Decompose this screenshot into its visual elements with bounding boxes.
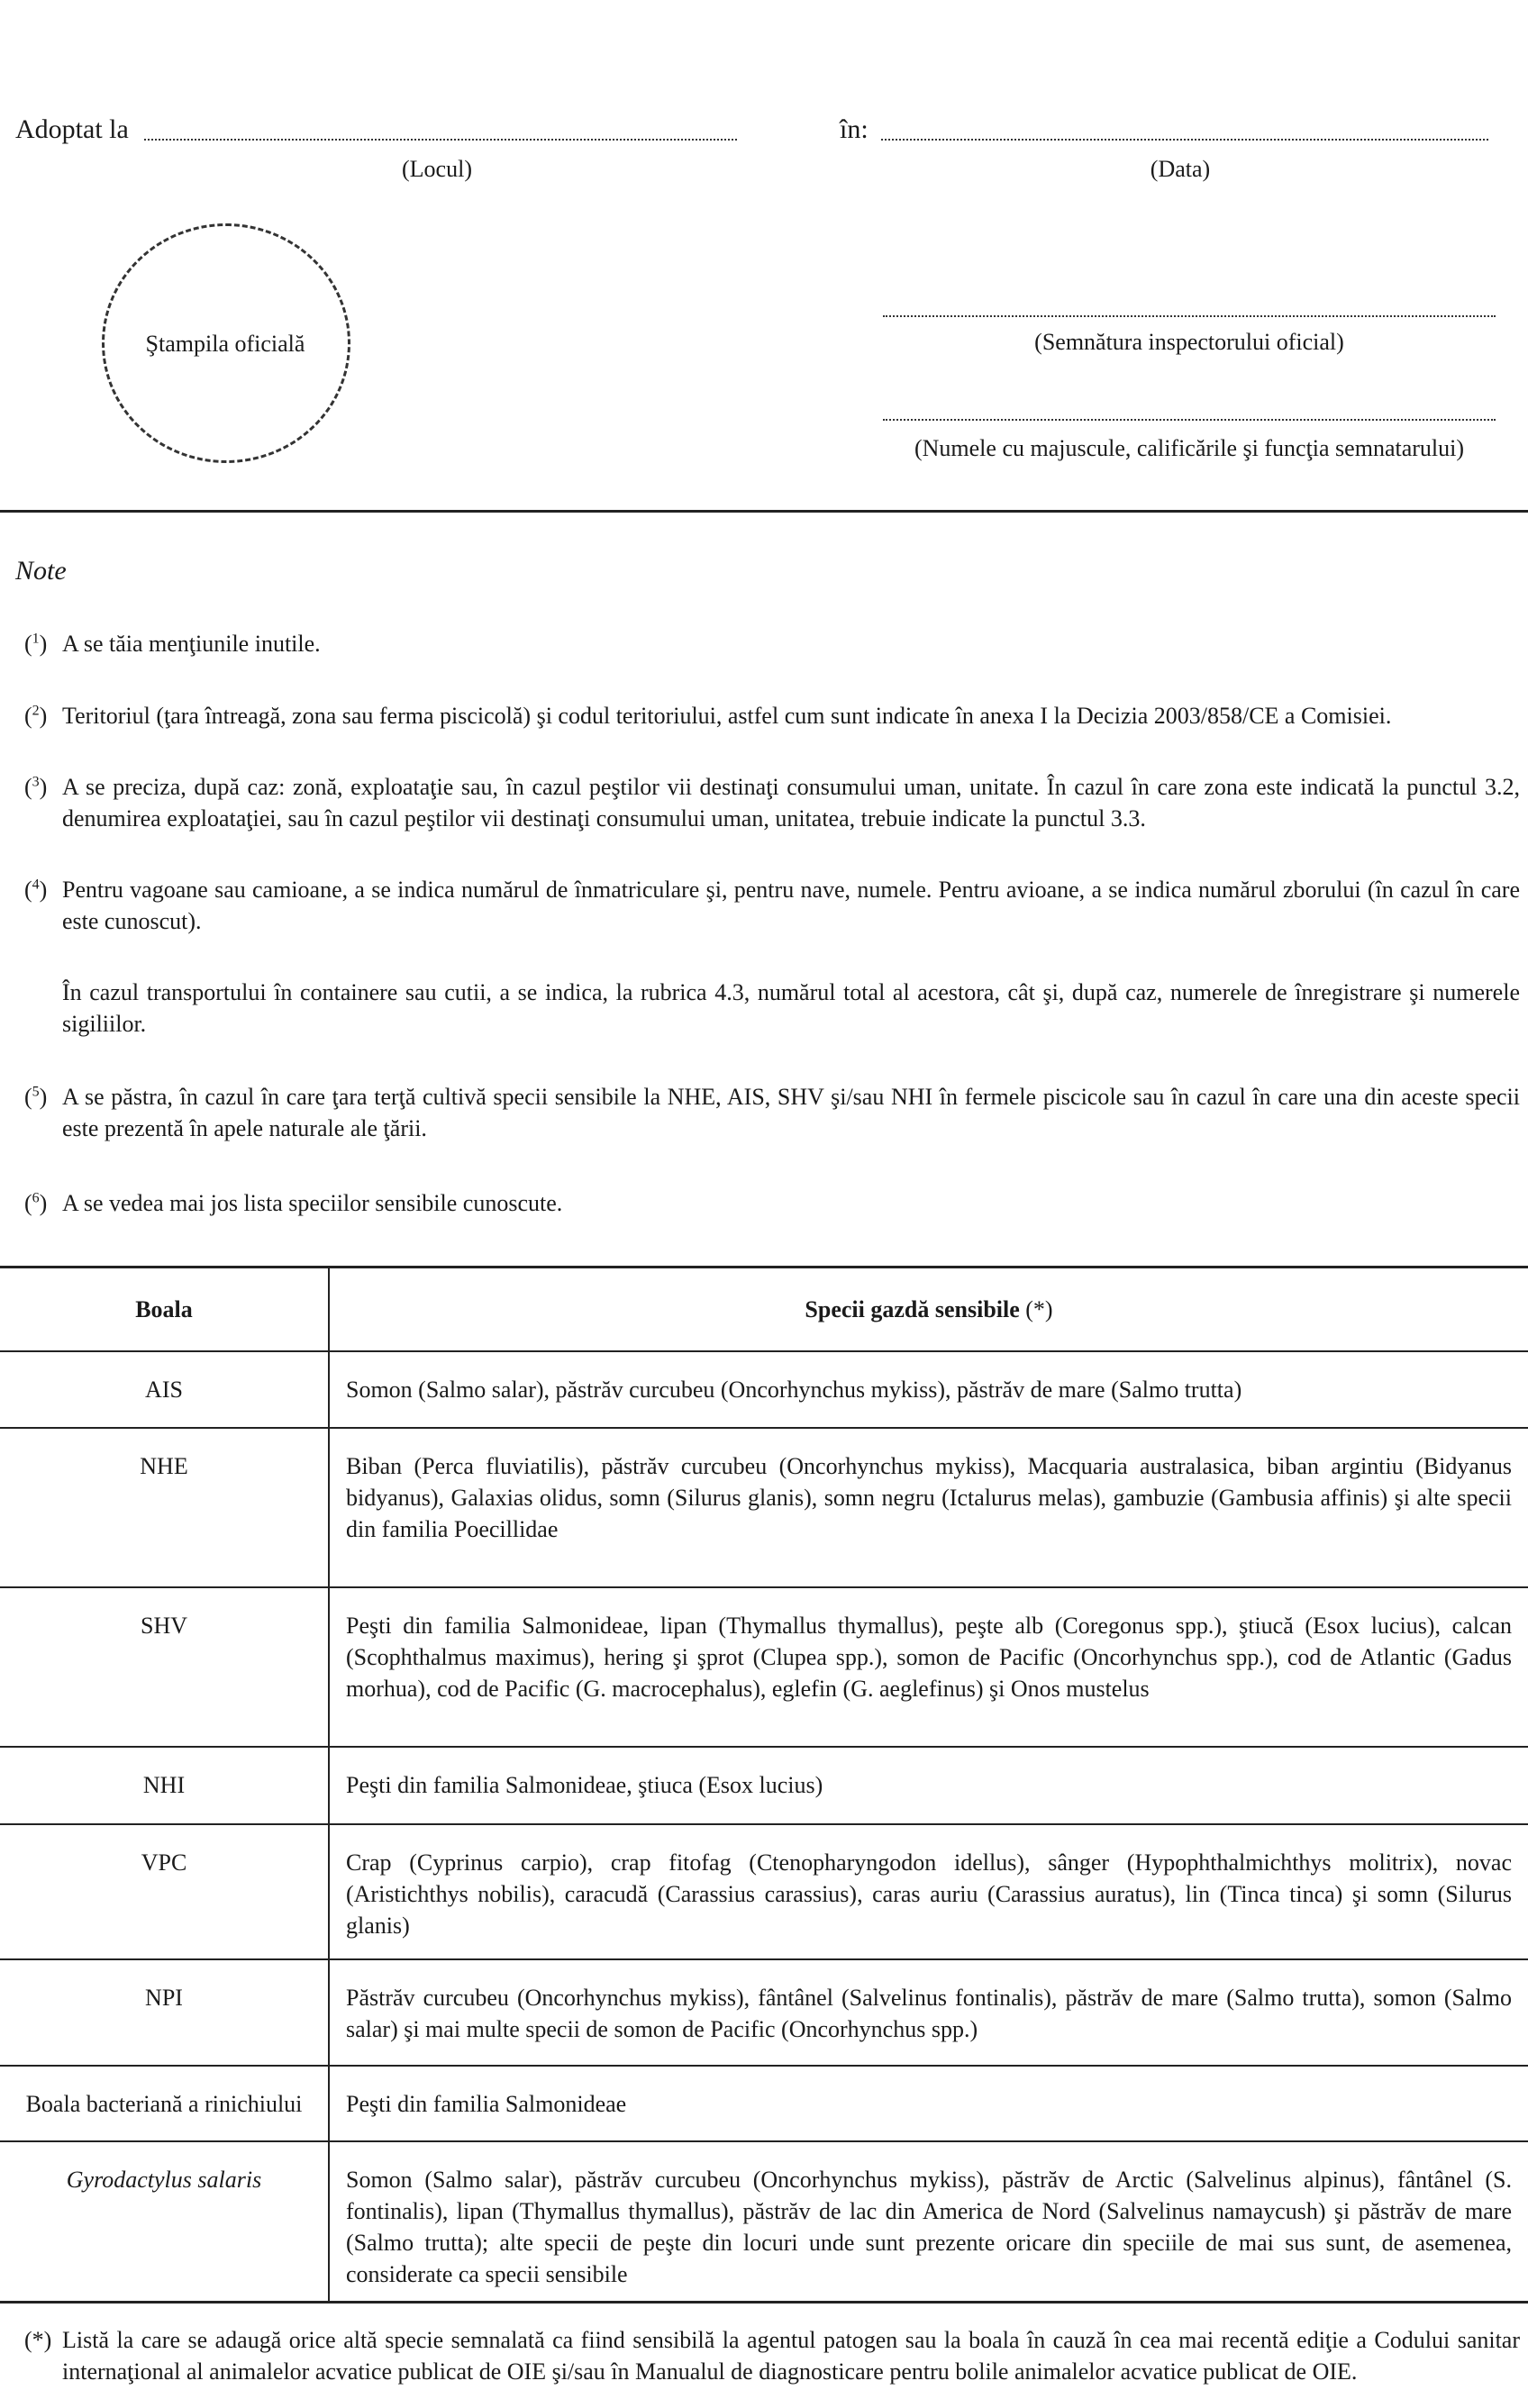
note-item: ($^4$) Pentru vagoane sau camioane, a se indica numărul de înmatriculare şi, pentru nave, numele. Pentru avioane, a se indica numărul zborului (în cazul în care este cunoscut). <box>24 874 1520 937</box>
date-label: în: <box>840 114 869 144</box>
date-caption: (Data) <box>1150 156 1211 182</box>
notes-heading: Note <box>15 556 67 586</box>
note-item: ($^5$) A se păstra, în cazul în care ţara terţă cultivă specii sensibile la NHE, AIS, SHV şi/sau NHI în fermele piscicole sau în cazul în care una din aceste specii este prezentă în apele naturale ale ţării. <box>24 1081 1520 1144</box>
species-cell: Biban (Perca fluviatilis), păstrăv curcubeu (Oncorhynchus mykiss), Macquaria australasica, biban argintiu (Bidyanus bidyanus), Galaxias olidus, somn (Silurus glanis), somn negru (Ictalurus melas), gambuzie (Gambusia affinis) şi alte specii din familia Poecillidae <box>329 1428 1528 1587</box>
table-footnote <box>24 2324 1520 2387</box>
table-row <box>0 1428 1528 1587</box>
table-row <box>0 2066 1528 2141</box>
note-item: ($^6$) A se vedea mai jos lista speciilor sensibile cunoscute. <box>24 1187 1520 1219</box>
note-text: A se vedea mai jos lista speciilor sensibile cunoscute. <box>62 1190 563 1216</box>
place-field[interactable] <box>144 119 737 141</box>
species-cell: Păstrăv curcubeu (Oncorhynchus mykiss), fântânel (Salvelinus fontinalis), păstrăv de mare (Salmo trutta), somon (Salmo salar) şi mai multe specii de somon de Pacific (Oncorhynchus spp.) <box>329 1959 1528 2066</box>
susceptible-species-table <box>0 1266 1528 2304</box>
column-header-disease: Boala <box>0 1268 329 1352</box>
species-cell: Peşti din familia Salmonideae, lipan (Thymallus thymallus), peşte alb (Coregonus spp.), ştiucă (Esox lucius), calcan (Scophthalmus maximus), hering şi şprot (Clupea spp.), somon de Pacific (Oncorhynchus spp.), cod de Atlantic (Gadus morhua), cod de Pacific (G. macrocephalus), eglefin (G. aeglefinus) şi Onos mustelus <box>329 1587 1528 1747</box>
species-cell: Somon (Salmo salar), păstrăv curcubeu (Oncorhynchus mykiss), păstrăv de mare (Salmo trutta) <box>329 1351 1528 1428</box>
footnote-mark: (*) <box>24 2327 52 2353</box>
note-item: ($^3$) A se preciza, după caz: zonă, exploataţie sau, în cazul peştilor vii destinaţi consumului uman, unitate. În cazul în care zona este indicată la punctul 3.2, denumirea exploataţiei, sau în cazul peştilor vii destinaţi consumului uman, unitatea, trebuie indicate la punctul 3.3. <box>24 771 1520 834</box>
disease-cell: Boala bacteriană a rinichiului <box>0 2066 329 2141</box>
footnote-text: Listă la care se adaugă orice altă specie semnalată ca fiind sensibilă la agentul patogen sau la boala în cauză în cea mai recentă ediţie a Codului sanitar internaţional al animalelor acvatice publicat de OIE şi/sau în Manualul de diagnosticare pentru bolile animalelor acvatice publicat de OIE. <box>62 2327 1520 2385</box>
species-cell: Peşti din familia Salmonideae, ştiuca (Esox lucius) <box>329 1747 1528 1824</box>
signatory-name-caption: (Numele cu majuscule, calificările şi funcţia semnatarului) <box>914 435 1465 461</box>
note-item: ($^1$) A se tăia menţiunile inutile. <box>24 628 1520 659</box>
note-text: A se preciza, după caz: zonă, exploataţie sau, în cazul peştilor vii destinaţi consumului uman, unitate. În cazul în care zona este indicată la punctul 3.2, denumirea exploataţiei, sau în cazul peştilor vii destinaţi consumului uman, unitatea, trebuie indicate la punctul 3.3. <box>62 774 1520 832</box>
note-text: În cazul transportului în containere sau cutii, a se indica, la rubrica 4.3, numărul total al acestora, cât şi, după caz, numerele de înregistrare şi numerele sigiliilor. <box>62 979 1520 1038</box>
note-item <box>24 977 1520 1040</box>
disease-cell: Gyrodactylus salaris <box>0 2141 329 2303</box>
note-item: ($^2$) Teritoriul (ţara întreagă, zona sau ferma piscicolă) şi codul teritoriului, astfel cum sunt indicate în anexa I la Decizia 2003/858/CE a Comisiei. <box>24 700 1520 731</box>
adopted-label: Adoptat la <box>15 114 129 144</box>
table-row <box>0 1824 1528 1959</box>
signature-caption: (Semnătura inspectorului oficial) <box>1034 329 1344 355</box>
note-text: Pentru vagoane sau camioane, a se indica numărul de înmatriculare şi, pentru nave, numele. Pentru avioane, a se indica numărul zborului (în cazul în care este cunoscut). <box>62 877 1520 935</box>
disease-cell: NHI <box>0 1747 329 1824</box>
signatory-name-field[interactable] <box>883 401 1496 421</box>
column-header-species: Specii gazdă sensibile (*) <box>329 1268 1528 1352</box>
note-text: A se păstra, în cazul în care ţara terţă cultivă specii sensibile la NHE, AIS, SHV şi/sau NHI în fermele piscicole sau în cazul în care una din aceste specii este prezentă în apele naturale ale ţării. <box>62 1084 1520 1142</box>
note-text: Teritoriul (ţara întreagă, zona sau ferma piscicolă) şi codul teritoriului, astfel cum sunt indicate în anexa I la Decizia 2003/858/CE a Comisiei. <box>62 703 1392 729</box>
disease-cell: NHE <box>0 1428 329 1587</box>
disease-cell: VPC <box>0 1824 329 1959</box>
disease-cell: SHV <box>0 1587 329 1747</box>
date-field[interactable] <box>881 119 1488 141</box>
signature-field[interactable] <box>883 297 1496 317</box>
official-stamp-label: Ştampila oficială <box>145 331 305 357</box>
table-header-row <box>0 1268 1528 1352</box>
table-row <box>0 2141 1528 2303</box>
section-divider <box>0 510 1528 513</box>
table-row <box>0 1747 1528 1824</box>
table-row <box>0 1351 1528 1428</box>
disease-cell: NPI <box>0 1959 329 2066</box>
disease-cell: AIS <box>0 1351 329 1428</box>
species-cell: Crap (Cyprinus carpio), crap fitofag (Ctenopharyngodon idellus), sânger (Hypophthalmichthys molitrix), novac (Aristichthys nobilis), caracudă (Carassius carassius), caras auriu (Carassius auratus), lin (Tinca tinca) şi somn (Silurus glanis) <box>329 1824 1528 1959</box>
table-row <box>0 1587 1528 1747</box>
species-cell: Peşti din familia Salmonideae <box>329 2066 1528 2141</box>
place-caption: (Locul) <box>402 156 472 182</box>
species-cell: Somon (Salmo salar), păstrăv curcubeu (Oncorhynchus mykiss), păstrăv de Arctic (Salvelinus alpinus), fântânel (S. fontinalis), lipan (Thymallus thymallus), păstrăv de lac din America de Nord (Salvelinus namaycush) şi păstrăv de mare (Salmo trutta); alte specii de peşte din locuri unde sunt prezente oricare din speciile de mai sus sunt, de asemenea, considerate ca specii sensibile <box>329 2141 1528 2303</box>
table-row <box>0 1959 1528 2066</box>
note-text: A se tăia menţiunile inutile. <box>62 631 321 657</box>
